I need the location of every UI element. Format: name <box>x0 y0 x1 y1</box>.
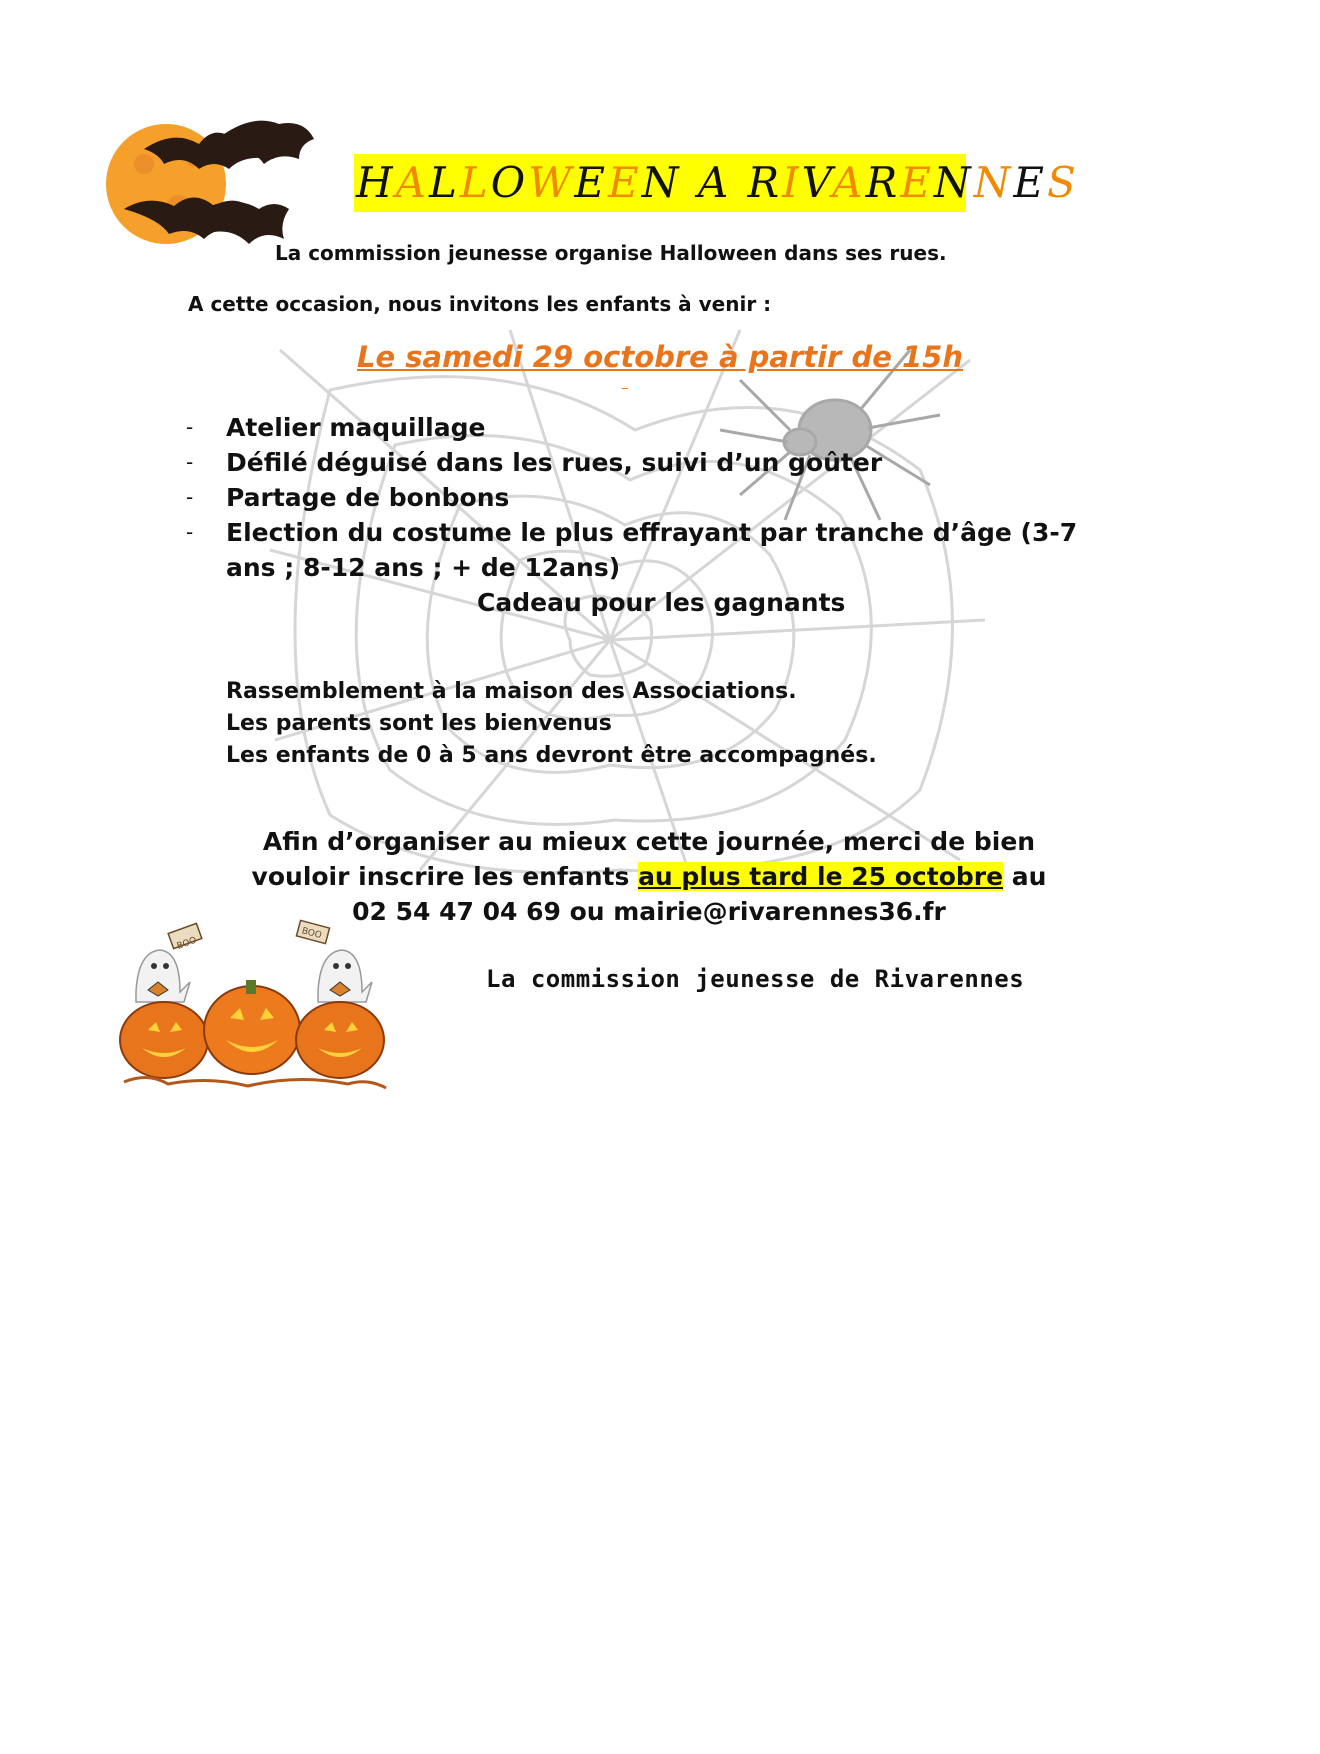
activity-label: Atelier maquillage <box>226 413 486 442</box>
signature: La commission jeunesse de Rivarennes <box>486 965 1025 993</box>
title-letter: N <box>973 158 1014 207</box>
title-letter: I <box>782 158 802 207</box>
activity-label: Election du costume le plus effrayant par tranche d’âge (3-7 ans ; 8-12 ans ; + de 12ans) <box>226 518 1078 582</box>
divider <box>622 388 628 389</box>
page-title <box>354 154 1079 212</box>
title-letter: R <box>865 158 901 207</box>
title-letter: N <box>933 158 974 207</box>
title-letter: E <box>608 158 642 207</box>
bullet: - <box>186 415 194 439</box>
bullet: - <box>186 450 194 474</box>
boo-sign-text: BOO <box>300 926 323 942</box>
title-letter: E <box>1013 158 1048 207</box>
children-accompanied: Les enfants de 0 à 5 ans devront être accompagnés. <box>226 743 877 768</box>
signup-line-1: Afin d’organiser au mieux cette journée, merci de bien <box>262 827 1036 856</box>
title-letter: A <box>395 158 429 207</box>
meeting-info <box>226 676 877 772</box>
title-letter: E <box>574 158 609 207</box>
title-letter: H <box>356 158 396 207</box>
title-letter: S <box>1047 158 1079 207</box>
intro-text: La commission jeunesse organise Halloween dans ses rues. <box>275 241 947 265</box>
title-letter <box>731 158 747 207</box>
ghost-icon <box>136 950 190 1002</box>
moon-bats-illustration <box>104 114 316 254</box>
bullet: - <box>186 485 194 509</box>
list-item <box>186 445 1086 480</box>
meeting-place: Rassemblement à la maison des Associations. <box>226 679 797 704</box>
signup-text: au <box>1003 862 1047 891</box>
title-letter: L <box>428 158 460 207</box>
invite-text: A cette occasion, nous invitons les enfants à venir : <box>188 292 772 316</box>
title-letter: V <box>801 158 833 207</box>
list-item <box>186 410 1086 445</box>
title-letter: W <box>528 158 575 207</box>
title-letter: E <box>900 158 934 207</box>
activity-list <box>186 410 1086 585</box>
deadline-highlight: au plus tard le 25 octobre <box>638 862 1004 891</box>
parents-welcome: Les parents sont les bienvenus <box>226 711 612 736</box>
contact-line: 02 54 47 04 69 ou mairie@rivarennes36.fr <box>352 897 946 926</box>
pumpkin-icon <box>204 980 300 1074</box>
signup-notice <box>226 824 1072 929</box>
title-letter: A <box>832 158 866 207</box>
pumpkins-ghosts-illustration <box>118 922 390 1094</box>
activity-label: Défilé déguisé dans les rues, suivi d’un goûter <box>226 448 883 477</box>
title-letter: L <box>459 158 491 207</box>
pumpkin-icon <box>296 1002 384 1078</box>
list-item <box>186 515 1086 585</box>
title-letter: A <box>697 158 732 207</box>
title-letter: O <box>490 158 529 207</box>
prize-text: Cadeau pour les gagnants <box>477 588 846 617</box>
bullet: - <box>186 520 194 544</box>
signup-line-2 <box>226 859 1072 894</box>
activity-label: Partage de bonbons <box>226 483 510 512</box>
boo-sign-text: BOO <box>175 935 199 952</box>
ghost-icon <box>318 950 372 1002</box>
list-item <box>186 480 1086 515</box>
pumpkin-icon <box>120 1002 208 1078</box>
signup-text: vouloir inscrire les enfants <box>251 862 639 891</box>
title-letter: R <box>747 158 783 207</box>
title-letter <box>681 158 697 207</box>
title-letter: N <box>641 158 682 207</box>
event-date: Le samedi 29 octobre à partir de 15h <box>357 340 963 374</box>
